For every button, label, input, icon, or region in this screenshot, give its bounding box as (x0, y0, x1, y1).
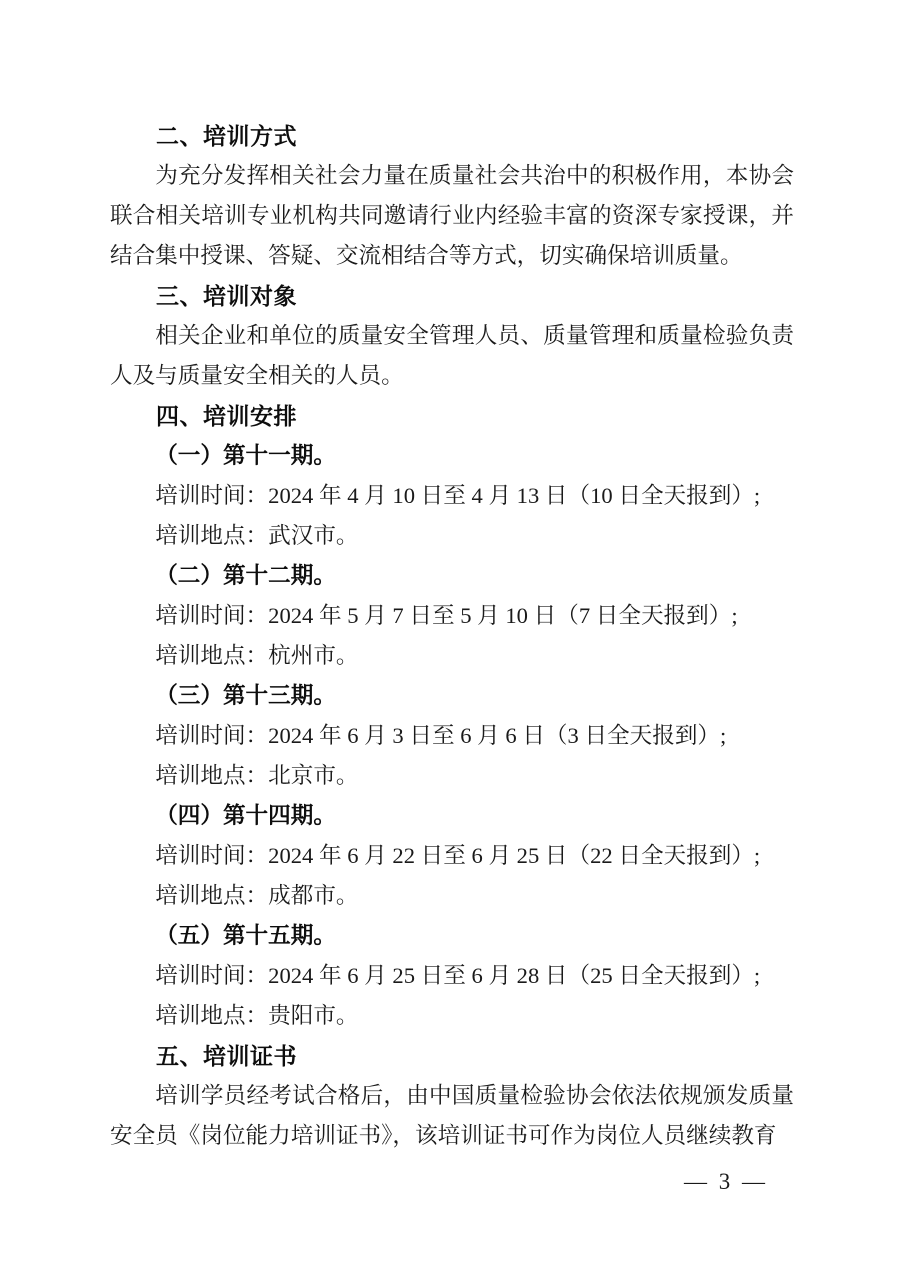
section-heading-training-certificate: 五、培训证书 (156, 1043, 297, 1069)
session-location: 培训地点：北京市。 (155, 763, 359, 788)
session-time: 培训时间：2024 年 5 月 7 日至 5 月 10 日（7 日全天报到）; (155, 603, 738, 628)
session-time: 培训时间：2024 年 6 月 22 日至 6 月 25 日（22 日全天报到）; (155, 843, 761, 868)
session-block-12 (110, 556, 794, 676)
session-location: 培训地点：贵阳市。 (155, 1003, 359, 1028)
document-content (110, 116, 794, 1156)
session-time: 培训时间：2024 年 4 月 10 日至 4 月 13 日（10 日全天报到）; (155, 483, 761, 508)
session-title: （三）第十三期。 (155, 683, 336, 708)
session-block-11 (110, 436, 794, 556)
session-title: （五）第十五期。 (155, 923, 336, 948)
session-block-13 (110, 676, 794, 796)
paragraph-training-audience: 相关企业和单位的质量安全管理人员、质量管理和质量检验负责人及与质量安全相关的人员。 (110, 323, 794, 388)
session-title: （四）第十四期。 (155, 803, 336, 828)
session-title: （一）第十一期。 (155, 443, 336, 468)
section-heading-training-schedule: 四、培训安排 (156, 403, 297, 429)
session-block-14 (110, 796, 794, 916)
page-number: — 3 — (684, 1169, 765, 1194)
session-time: 培训时间：2024 年 6 月 25 日至 6 月 28 日（25 日全天报到）; (155, 963, 761, 988)
section-heading-training-audience: 三、培训对象 (156, 283, 297, 309)
paragraph-training-certificate: 培训学员经考试合格后，由中国质量检验协会依法依规颁发质量安全员《岗位能力培训证书》，该培训证书可作为岗位人员继续教育 (110, 1083, 794, 1148)
section-heading-training-method: 二、培训方式 (156, 123, 297, 149)
session-block-15 (110, 916, 794, 1036)
session-location: 培训地点：杭州市。 (155, 643, 359, 668)
session-location: 培训地点：武汉市。 (155, 523, 359, 548)
paragraph-training-method: 为充分发挥相关社会力量在质量社会共治中的积极作用，本协会联合相关培训专业机构共同邀请行业内经验丰富的资深专家授课，并结合集中授课、答疑、交流相结合等方式，切实确保培训质量。 (110, 163, 794, 268)
session-title: （二）第十二期。 (155, 563, 336, 588)
session-location: 培训地点：成都市。 (155, 883, 359, 908)
session-time: 培训时间：2024 年 6 月 3 日至 6 月 6 日（3 日全天报到）; (155, 723, 727, 748)
